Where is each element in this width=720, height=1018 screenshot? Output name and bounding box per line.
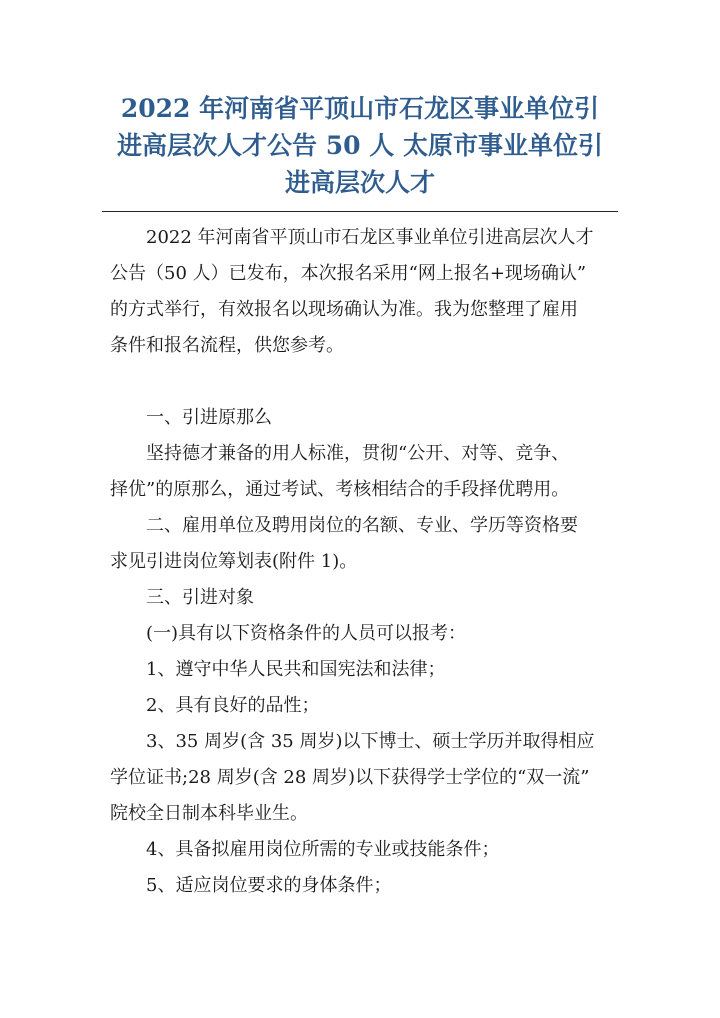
intro-paragraph [110,220,616,364]
text-line: 三、引进对象 [146,587,254,608]
text-line: 条件和报名流程，供您参考。 [110,335,344,356]
list-item [110,652,616,688]
title-divider [102,211,618,212]
document-body [110,220,616,904]
section-heading [110,400,616,436]
text-line: 2022 年河南省平顶山市石龙区事业单位引进高层次人才 [146,227,594,248]
text-line: 一、引进原那么 [146,407,272,428]
text-line: 二、雇用单位及聘用岗位的名额、专业、学历等资格要 [146,515,578,536]
list-item [110,688,616,724]
title-line: 2022 年河南省平顶山市石龙区事业单位引 [120,94,600,123]
text-line: 求见引进岗位筹划表(附件 1)。 [110,551,358,572]
text-line: 1、遵守中华人民共和国宪法和法律； [146,659,446,680]
text-line: (一)具有以下资格条件的人员可以报考： [146,623,467,644]
text-line: 院校全日制本科毕业生。 [110,803,308,824]
text-line: 3、35 周岁(含 35 周岁)以下博士、硕士学历并取得相应 [146,731,595,752]
subsection-heading [110,616,616,652]
list-item [110,868,616,904]
paragraph-gap [110,364,616,400]
text-line: 的方式举行，有效报名以现场确认为准。我为您整理了雇用 [110,299,578,320]
section-heading [110,580,616,616]
document-title [100,90,620,201]
text-line: 公告（50 人）已发布，本次报名采用“网上报名+现场确认” [110,263,587,284]
text-line: 4、具备拟雇用岗位所需的专业或技能条件； [146,839,500,860]
text-line: 坚持德才兼备的用人标准，贯彻“公开、对等、竞争、 [146,443,570,464]
title-line: 进高层次人才 [284,168,435,197]
text-line: 学位证书;28 周岁(含 28 周岁)以下获得学士学位的“双一流” [110,767,590,788]
body-paragraph [110,436,616,508]
text-line: 2、具有良好的品性； [146,695,320,716]
text-line: 择优”的原那么，通过考试、考核相结合的手段择优聘用。 [110,479,570,500]
list-item [110,724,616,832]
list-item [110,832,616,868]
section-heading [110,508,616,580]
title-line: 进高层次人才公告 50 人 太原市事业单位引 [117,131,603,160]
text-line: 5、适应岗位要求的身体条件； [146,875,392,896]
